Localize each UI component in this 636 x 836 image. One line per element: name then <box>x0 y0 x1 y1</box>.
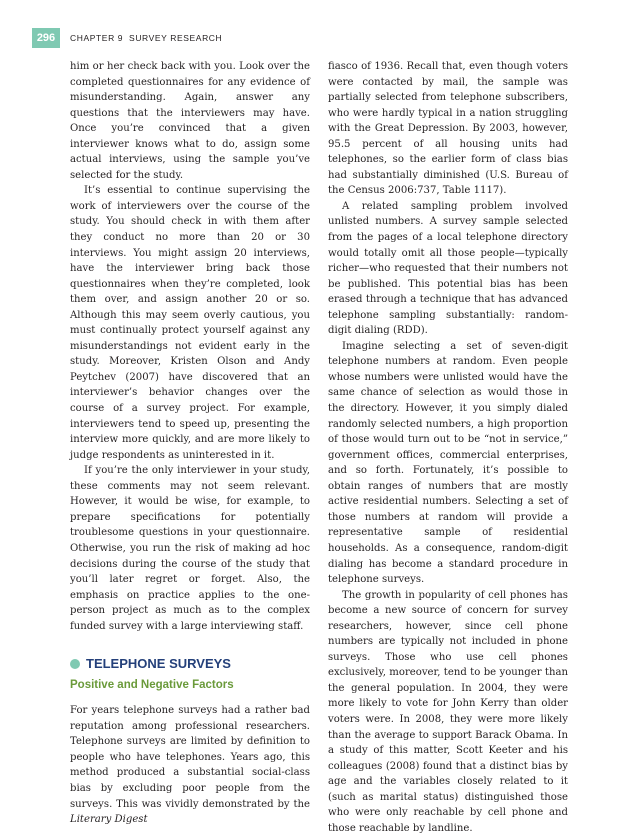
paragraph: him or her check back with you. Look over the completed questionnaires for any evidence of misunderstanding. Again, answer any questions that the interviewers may have. Once you’re convinced that a given interviewer knows what to do, assign some actual interviews, using the sample you’ve selected for the study. <box>70 61 310 181</box>
page-number: 296 <box>32 28 60 48</box>
paragraph: A related sampling problem involved unlisted numbers. A survey sample selected from the pages of a local telephone directory would totally omit all those people—typically richer—who requested that their numbers not be published. This potential bias has been erased through a technique that has advanced telephone sampling substantially: random-digit dialing (RDD). <box>328 200 568 337</box>
running-head <box>70 33 222 43</box>
left-column <box>70 59 310 828</box>
chapter-label: CHAPTER 9 <box>70 33 124 43</box>
italic-title: Literary Digest <box>70 814 148 826</box>
section-heading <box>70 655 310 673</box>
right-column <box>328 59 568 836</box>
chapter-title: SURVEY RESEARCH <box>129 33 223 43</box>
paragraph: fiasco of 1936. Recall that, even though voters were contacted by mail, the sample was partially selected from telephone subscribers, who were hardly typical in a nation struggling with the Great Depression. By 2003, however, 95.5 percent of all housing units had telephones, so the earlier form of class bias had substantially diminished (U.S. Bureau of the Census 2006:737, Table 1117). <box>328 61 568 197</box>
paragraph: Imagine selecting a set of seven-digit telephone numbers at random. Even people whose numbers were unlisted would have the same chance of selection as would those in the directory. However, it you simply dialed randomly selected numbers, a high proportion of those would turn out to be “not in service,” government offices, commercial enterprises, and so forth. Fortunately, it’s possible to obtain ranges of numbers that are mostly active residential numbers. Selecting a set of those numbers at random will provide a representative sample of residential households. As a consequence, random-digit dialing has become a standard procedure in telephone surveys. <box>328 340 568 586</box>
bullet-dot-icon <box>70 659 80 669</box>
paragraph: If you’re the only interviewer in your study, these comments may not seem relevant. However, it would be wise, for example, to prepare specifications for potentially troublesome questions in your questionnaire. Otherwise, you run the risk of making ad hoc decisions during the course of the study that you’ll later regret or forget. Also, the emphasis on practice applies to the one-person project as much as to the complex funded survey with a large interviewing staff. <box>70 465 310 632</box>
subheading: Positive and Negative Factors <box>70 679 234 692</box>
paragraph-text: For years telephone surveys had a rather bad reputation among professional researchers. Telephone surveys are limited by definition to people who have telephones. Years ago, this method produced a substantial social-class bias by excluding poor people from the surveys. This was vividly demonstrated by the <box>70 705 310 810</box>
paragraph: The growth in popularity of cell phones has become a new source of concern for survey researchers, however, since cell phone numbers are typically not included in phone surveys. Those who use cell phones exclusively, moreover, tend to be younger than the general population. In 2004, they were more likely to vote for John Kerry than older voters were. In 2008, they were more likely than the average to support Barack Obama. In a study of this matter, Scott Keeter and his colleagues (2008) found that a distinct bias by age and the variables closely related to it (such as marital status) distinguished those who were only reachable by cell phone and those reachable by landline. <box>328 589 568 834</box>
paragraph <box>70 703 310 827</box>
paragraph: It’s essential to continue supervising the work of interviewers over the course of the study. You should check in with them after they conduct no more than 20 or 30 interviews. You might assign 20 interviews, have the interviewer bring back those questionnaires when they’re completed, look them over, and assign another 20 or so. Although this may seem overly cautious, you must continually protect yourself against any misunderstandings not evident early in the study. Moreover, Kristen Olson and Andy Peytchev (2007) have discovered that an interviewer’s behavior changes over the course of a survey project. For example, interviewers tend to speed up, presenting the interview more quickly, and are more likely to judge respondents as uninterested in it. <box>70 185 310 461</box>
page-header <box>0 0 636 50</box>
section-heading-text: TELEPHONE SURVEYS <box>86 656 231 672</box>
